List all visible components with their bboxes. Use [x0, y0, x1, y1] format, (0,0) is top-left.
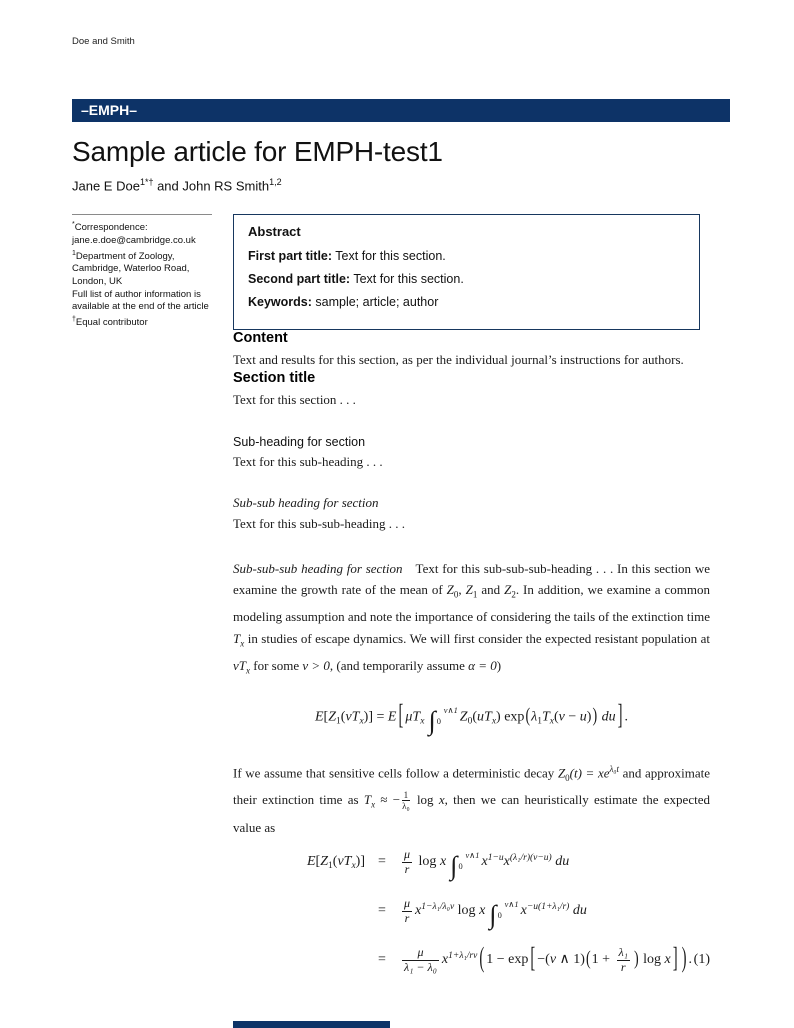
math-token: x: [441, 952, 449, 968]
math-token: $\frac{\mu}{\text{λ₁ − λ₀}}$: [404, 945, 437, 974]
math-token: $\frac{\mu}{r}$: [404, 896, 411, 925]
math-token: ∧ 1): [556, 952, 585, 968]
math-token: (: [525, 705, 531, 728]
two-column-block: [72, 214, 730, 329]
margin-notes: [72, 214, 233, 329]
math-token: x: [481, 854, 488, 870]
math-token: ]: [672, 943, 678, 975]
math-token: ): [681, 943, 687, 975]
math-token: uT: [477, 709, 492, 725]
math-token: Z: [320, 854, 328, 870]
footnote-marker: 1: [72, 249, 76, 257]
footnote-marker: †: [72, 315, 76, 323]
math-token: [: [323, 709, 329, 725]
math-token: 1−u: [487, 852, 504, 863]
journal-banner: –EMPH–: [72, 99, 730, 122]
equals-sign: =: [378, 952, 386, 968]
math-token: ): [633, 948, 639, 971]
math-token: v: [558, 709, 565, 725]
integral: ∫ v∧1 0: [450, 850, 480, 881]
math-token: x: [415, 903, 422, 919]
math-token: 1+λ₁/rv: [448, 950, 478, 961]
math-token: (: [479, 943, 485, 975]
math-token: −: [564, 709, 580, 725]
math-token: (λ₁/r)(v−u): [509, 852, 552, 863]
math-token: log: [454, 903, 480, 919]
math-token: ]: [617, 700, 623, 732]
math-token: λ: [531, 709, 538, 725]
author-info-note: Full list of author information is: [72, 288, 201, 300]
math-token: 1 +: [591, 952, 614, 968]
abstract-title: Abstract: [248, 224, 301, 240]
math-token: (: [553, 709, 559, 725]
author-1: Jane E Doe: [72, 178, 140, 194]
equation-number: (1): [693, 952, 710, 968]
affiliation-line: London, UK: [72, 276, 123, 288]
equals-sign: =: [378, 854, 386, 870]
sub-sub-sub-heading: Sub-sub-sub heading for section: [233, 560, 403, 576]
math-token: 1−λ₁/λ₀v: [421, 901, 455, 912]
math-token: Z: [459, 709, 468, 725]
math-token: ): [592, 705, 598, 728]
math-token: =: [373, 709, 388, 725]
section-body: Text for this section . . .: [233, 392, 356, 408]
running-head: Doe and Smith: [72, 36, 135, 47]
paragraph-1: Sub-sub-sub heading for section Text for this sub-sub-sub-heading . . . In this section we examine the growth rate of the mean of $Z_0$, $Z_1$ and $Z_2$. In addition, we examine a common modeling assumption and note the importance of considering the tails of the extinction time $T_x$ in studies of escape dynamics. We will first consider the expected resistant population at $vT_x$ for some v > 0, (and temporarily assume α = 0): [233, 560, 711, 676]
math-token: ) exp: [496, 709, 525, 725]
abstract-box: [233, 214, 700, 329]
math-token: 1: [336, 716, 341, 727]
math-token: du: [598, 709, 616, 725]
main-column: [233, 330, 710, 975]
math-token: )]: [355, 854, 365, 870]
author-2-affiliation: 1,2: [269, 177, 282, 187]
math-token: du: [551, 854, 570, 870]
sub-sub-heading: Sub-sub heading for section: [233, 495, 379, 511]
math-token: x: [549, 716, 554, 727]
math-token: vT: [345, 709, 360, 725]
math-token: E: [314, 709, 324, 725]
equation-rhs: [399, 848, 710, 881]
math-token: x: [664, 952, 671, 968]
math-token: v: [549, 952, 557, 968]
math-token: Z: [328, 709, 336, 725]
math-token: E: [306, 854, 316, 870]
sub-body: Text for this sub-heading . . .: [233, 453, 383, 469]
math-token: .: [624, 709, 629, 725]
equation-lhs: [263, 854, 365, 871]
equation-rhs: [399, 897, 710, 930]
math-token: −u(1+λ₁/r): [526, 901, 570, 912]
integral: ∫ v∧1 0: [489, 899, 519, 930]
math-token: 1 − exp: [486, 952, 529, 968]
math-token: x: [359, 716, 364, 727]
math-token: .: [688, 952, 693, 968]
math-token: (: [585, 948, 591, 971]
article-title: Sample article for EMPH-test1: [72, 136, 443, 167]
sub-sub-body: Text for this sub-sub-heading . . .: [233, 516, 406, 532]
math-token: μT: [405, 709, 421, 725]
inline-fraction: $\frac{1}{\text{λ₀}}$: [402, 790, 410, 812]
abstract-keywords: Keywords: sample; article; author: [248, 295, 439, 310]
math-token: [: [530, 943, 536, 975]
math-token: log: [639, 952, 665, 968]
math-token: x: [420, 716, 425, 727]
abstract-row: First part title: Text for this section.: [248, 249, 446, 264]
affiliation-line: Cambridge, Waterloo Road,: [72, 263, 190, 275]
content-body: Text and results for this section, as per the individual journal’s instructions for authors.: [233, 351, 684, 367]
paragraph-2: If we assume that sensitive cells follow a deterministic decay $Z_0(t) = xe^{\lambda_0t}$ and approximate their extinction time as $T_x$ ≈ − $\frac{1}{\text{λ₀}}$ log x, then we can heuristically estimate the expected value as: [233, 764, 710, 835]
math-token: (: [332, 854, 338, 870]
math-token: ): [586, 709, 592, 725]
math-token: $\frac{\mu}{r}$: [404, 847, 411, 876]
equation-row: [233, 943, 710, 975]
affiliation-line: $^1$Department of Zoology,: [72, 249, 175, 262]
author-info-note: available at the end of the article: [72, 301, 209, 313]
math-token: −(: [537, 952, 550, 968]
math-token: x: [351, 860, 356, 871]
footnote-marker: *: [72, 221, 75, 229]
footer-bar: [233, 1021, 390, 1028]
math-token: E: [387, 709, 397, 725]
equation-rhs: [399, 943, 694, 975]
sub-heading: Sub-heading for section: [233, 434, 366, 449]
equation-array: [233, 848, 710, 974]
math-token: x: [520, 903, 527, 919]
math-token: (: [340, 709, 346, 725]
math-token: x: [503, 854, 510, 870]
math-token: $\frac{\text{λ₁}}{r}$: [618, 945, 628, 974]
math-token: vT: [337, 854, 352, 870]
math-token: 0: [467, 716, 473, 727]
math-token: [: [315, 854, 321, 870]
math-token: 1: [537, 716, 542, 727]
math-token: [: [398, 700, 404, 732]
math-token: x: [479, 903, 486, 919]
margin-rule: [72, 214, 212, 215]
abstract-row: Second part title: Text for this section.: [248, 272, 464, 287]
equal-contributor-note: †Equal contributor: [72, 315, 148, 328]
integral: ∫ v∧1 0: [428, 705, 458, 736]
equation-row: [233, 848, 710, 881]
math-token: x: [491, 716, 497, 727]
math-token: (: [472, 709, 478, 725]
math-token: 1: [328, 860, 333, 871]
section-heading: Section title: [233, 370, 316, 387]
math-token: u: [579, 709, 587, 725]
math-token: T: [541, 709, 550, 725]
math-token: log: [415, 854, 440, 870]
equation-row: [233, 897, 710, 930]
correspondence-email: jane.e.doe@cambridge.co.uk: [72, 235, 196, 247]
content-heading: Content: [233, 329, 288, 346]
math-token: )]: [363, 709, 373, 725]
author-joiner: and John RS Smith: [153, 178, 270, 194]
display-equation: [233, 695, 710, 744]
math-token: x: [439, 854, 447, 870]
math-token: du: [569, 903, 587, 919]
correspondence-label: *Correspondence:: [72, 221, 148, 234]
author-line: [72, 177, 730, 193]
author-1-affiliation: 1*†: [139, 177, 154, 187]
equals-sign: =: [378, 903, 386, 919]
